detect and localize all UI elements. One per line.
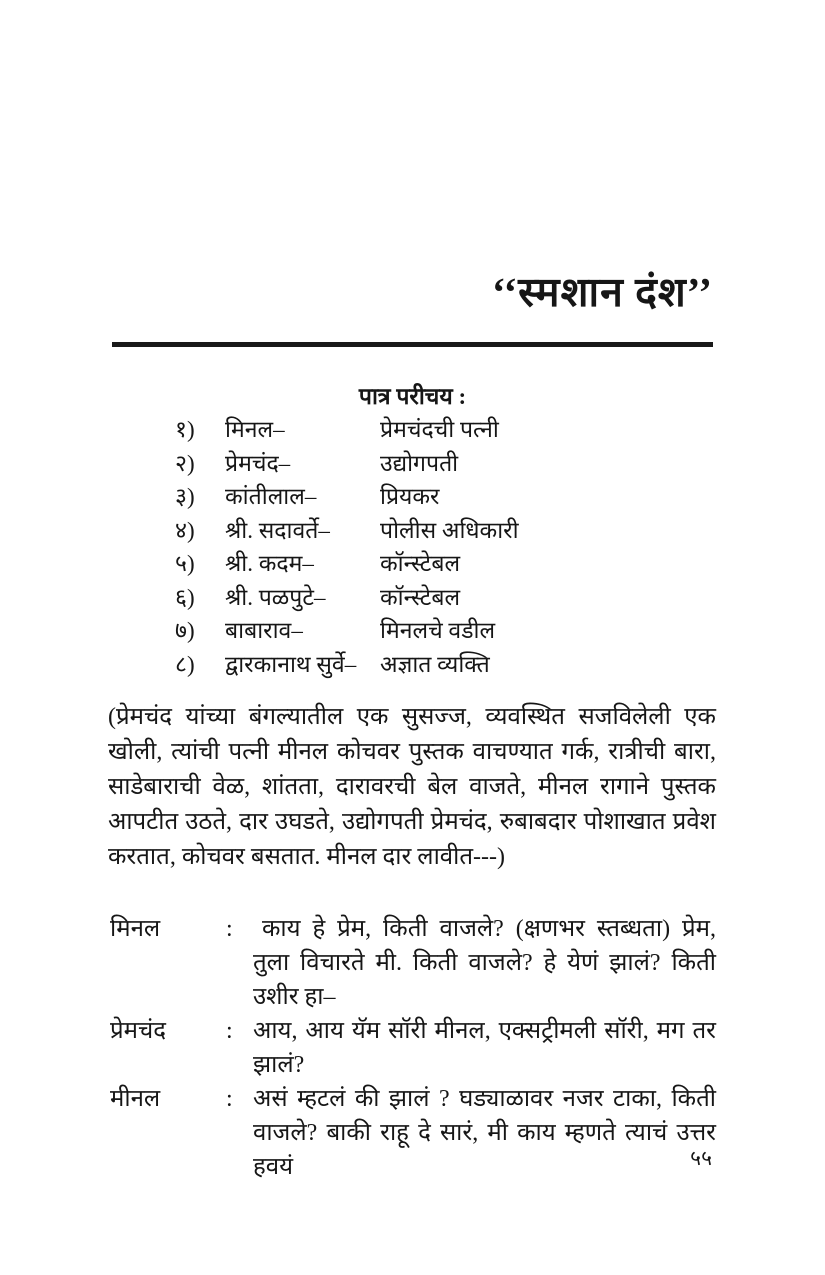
cast-name: श्री. कदम– xyxy=(225,551,314,576)
cast-number: २) xyxy=(175,450,195,476)
cast-row xyxy=(112,413,725,447)
cast-name: बाबाराव– xyxy=(225,618,303,643)
cast-role: मिनलचे वडील xyxy=(380,618,496,643)
cast-list xyxy=(112,413,725,681)
cast-row xyxy=(112,614,725,648)
page-number: ५५ xyxy=(690,1146,712,1170)
cast-name: कांतीलाल– xyxy=(225,484,317,509)
dialogue-row xyxy=(110,1014,716,1082)
cast-row xyxy=(112,514,725,548)
stage-direction: (प्रेमचंद यांच्या बंगल्यातील एक सुसज्ज, व्यवस्थित सजविलेली एक खोली, त्यांची पत्नी मीनल कोचवर पुस्तक वाचण्यात गर्क, रात्रीची बारा, साडेबाराची वेळ, शांतता, दारावरची बेल वाजते, मीनल रागाने पुस्तक आपटीत उठते, दार उघडते, उद्योगपती प्रेमचंद, रुबाबदार पोशाखात प्रवेश करतात, कोचवर बसतात. मीनल दार लावीत---) xyxy=(108,704,716,870)
cast-number: ५) xyxy=(175,551,195,576)
dialogue-text: असं म्हटलं की झालं ? घड्याळावर नजर टाका, किती वाजले? बाकी राहू दे सारं, मी काय म्हणते त्याचं उत्तर हवयं xyxy=(253,1086,716,1180)
dialogue-row xyxy=(110,1082,716,1184)
dialogue-speaker: प्रेमचंद xyxy=(110,1018,166,1044)
dialogue-speaker: मिनल xyxy=(110,916,161,942)
cast-role: अज्ञात व्यक्ति xyxy=(380,651,490,677)
dialogue-list xyxy=(110,912,716,1184)
cast-name: श्री. पळपुटे– xyxy=(225,584,326,610)
cast-name: द्वारकानाथ सुर्वे– xyxy=(225,651,357,677)
cast-number: ८) xyxy=(175,651,195,677)
dialogue-colon: : xyxy=(226,916,233,942)
dialogue-speaker: मीनल xyxy=(110,1086,161,1112)
play-title: ‘‘स्मशान दंश’’ xyxy=(491,269,713,315)
cast-row xyxy=(112,648,725,682)
title-rule xyxy=(112,342,713,347)
cast-name: मिनल– xyxy=(225,417,285,442)
cast-role: उद्योगपती xyxy=(380,450,459,476)
cast-row xyxy=(112,581,725,615)
cast-heading: पात्र परीचय : xyxy=(358,384,467,409)
cast-name: प्रेमचंद– xyxy=(225,450,291,476)
dialogue-row xyxy=(110,912,716,1014)
dialogue-colon: : xyxy=(226,1086,233,1112)
cast-number: ४) xyxy=(175,517,195,543)
dialogue-text: काय हे प्रेम, किती वाजले? (क्षणभर स्तब्धता) प्रेम, तुला विचारते मी. किती वाजले? हे येणं झालं? किती उशीर हा– xyxy=(253,916,716,1010)
dialogue-colon: : xyxy=(226,1018,233,1044)
cast-row xyxy=(112,547,725,581)
cast-role: कॉन्स्टेबल xyxy=(380,584,461,610)
cast-row xyxy=(112,480,725,514)
cast-role: कॉन्स्टेबल xyxy=(380,551,461,576)
dialogue-text: आय, आय यॅम सॉरी मीनल, एक्सट्रीमली सॉरी, मग तर झालं? xyxy=(253,1018,716,1078)
cast-number: १) xyxy=(175,417,195,442)
cast-role: पोलीस अधिकारी xyxy=(380,517,519,543)
cast-role: प्रेमचंदची पत्नी xyxy=(380,417,499,442)
cast-number: ६) xyxy=(175,584,195,610)
cast-number: ३) xyxy=(175,484,195,509)
cast-row xyxy=(112,447,725,481)
cast-role: प्रियकर xyxy=(380,484,440,509)
cast-name: श्री. सदावर्ते– xyxy=(225,517,330,543)
cast-number: ७) xyxy=(175,618,195,643)
